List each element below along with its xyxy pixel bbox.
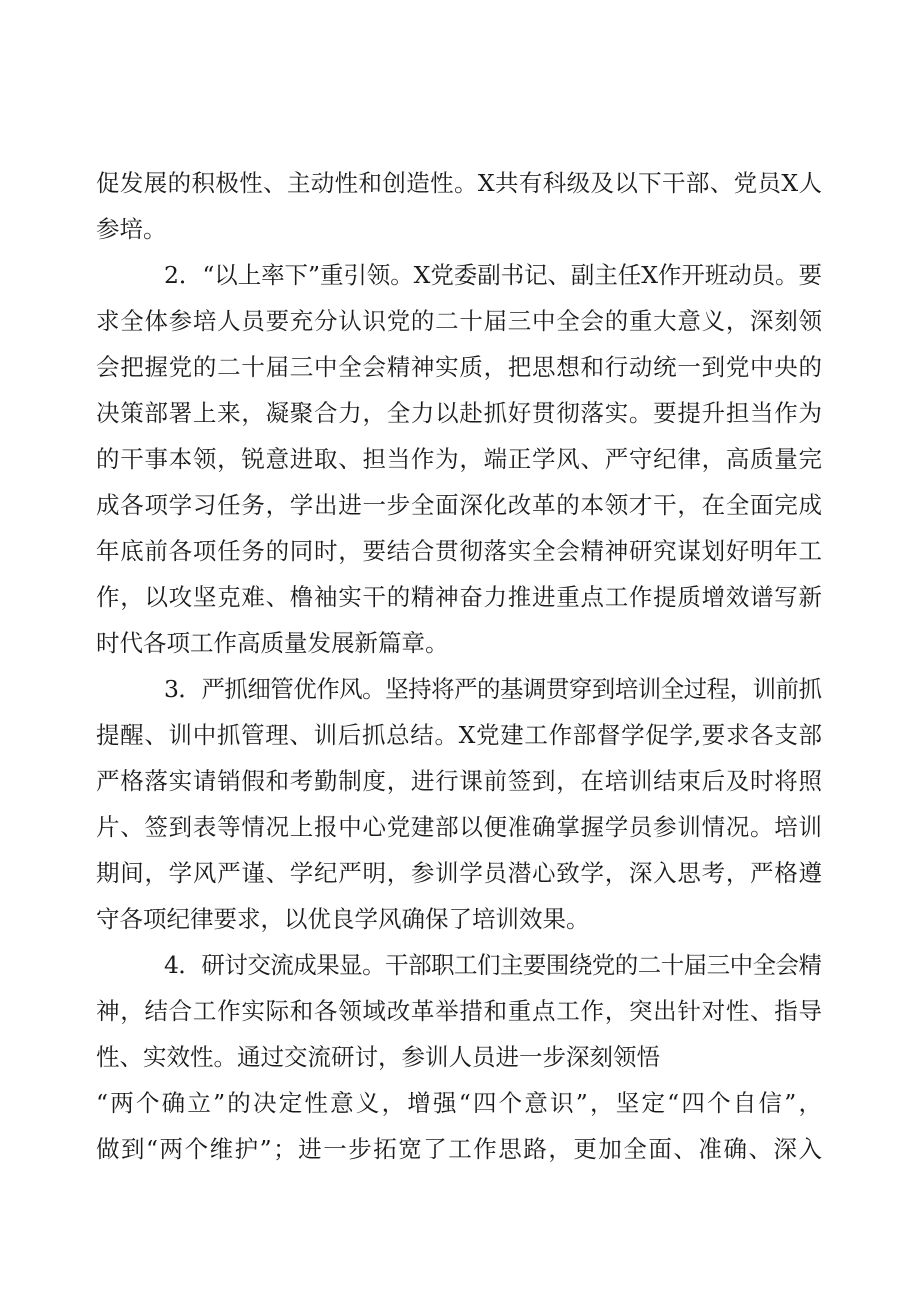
text-line <box>0 712 920 758</box>
line-text: 的干事本领，锐意进取、担当作为，端正学风、严守纪律，高质量完 <box>96 445 823 473</box>
line-text: 成各项学习任务，学出进一步全面深化改革的本领才干，在全面完成 <box>96 491 823 519</box>
line-text: 守各项纪律要求，以优良学风确保了培训效果。 <box>96 905 590 933</box>
text-line <box>0 988 920 1034</box>
text-line <box>0 482 920 528</box>
line-text: 做到“两个维护”；进一步拓宽了工作思路，更加全面、准确、深入 <box>96 1135 824 1163</box>
text-line <box>0 758 920 804</box>
line-text: 性、实效性。通过交流研讨，参训人员进一步深刻领悟 <box>96 1043 660 1071</box>
text-line <box>0 436 920 482</box>
text-line <box>0 206 920 252</box>
text-line <box>0 160 920 206</box>
line-text: “两个确立”的决定性意义，增强“四个意识”，坚定“四个自信”， <box>96 1089 825 1117</box>
text-line <box>0 298 920 344</box>
line-text: 4．研讨交流成果显。干部职工们主要围绕党的二十届三中全会精 <box>164 951 822 979</box>
text-line <box>0 942 920 988</box>
line-text: 会把握党的二十届三中全会精神实质，把思想和行动统一到党中央的 <box>96 353 823 381</box>
text-line <box>0 252 920 298</box>
text-line <box>0 850 920 896</box>
line-text: 提醒、训中抓管理、训后抓总结。X党建工作部督学促学,要求各支部 <box>96 721 823 749</box>
line-text: 2．“以上率下”重引领。X党委副书记、副主任X作开班动员。要 <box>164 261 822 289</box>
text-line <box>0 666 920 712</box>
line-text: 年底前各项任务的同时，要结合贯彻落实全会精神研究谋划好明年工 <box>96 537 823 565</box>
text-line <box>0 574 920 620</box>
text-line <box>0 620 920 666</box>
text-line <box>0 1080 920 1126</box>
line-text: 参培。 <box>96 215 167 243</box>
text-line <box>0 1034 920 1080</box>
line-text: 时代各项工作高质量发展新篇章。 <box>96 629 449 657</box>
text-line <box>0 390 920 436</box>
line-text: 严格落实请销假和考勤制度，进行课前签到，在培训结束后及时将照 <box>96 767 823 795</box>
line-text: 片、签到表等情况上报中心党建部以便准确掌握学员参训情况。培训 <box>96 813 823 841</box>
line-text: 促发展的积极性、主动性和创造性。X共有科级及以下干部、党员X人 <box>96 169 823 197</box>
line-text: 求全体参培人员要充分认识党的二十届三中全会的重大意义，深刻领 <box>96 307 823 335</box>
text-line <box>0 896 920 942</box>
text-line <box>0 528 920 574</box>
line-text: 3．严抓细管优作风。坚持将严的基调贯穿到培训全过程，训前抓 <box>164 675 822 703</box>
text-line <box>0 1126 920 1172</box>
line-text: 神，结合工作实际和各领域改革举措和重点工作，突出针对性、指导 <box>96 997 823 1025</box>
text-line <box>0 804 920 850</box>
line-text: 作，以攻坚克难、橹袖实干的精神奋力推进重点工作提质增效谱写新 <box>96 583 823 611</box>
line-text: 决策部署上来，凝聚合力，全力以赴抓好贯彻落实。要提升担当作为 <box>96 399 823 427</box>
line-text: 期间，学风严谨、学纪严明，参训学员潜心致学，深入思考，严格遵 <box>96 859 823 887</box>
text-line <box>0 344 920 390</box>
